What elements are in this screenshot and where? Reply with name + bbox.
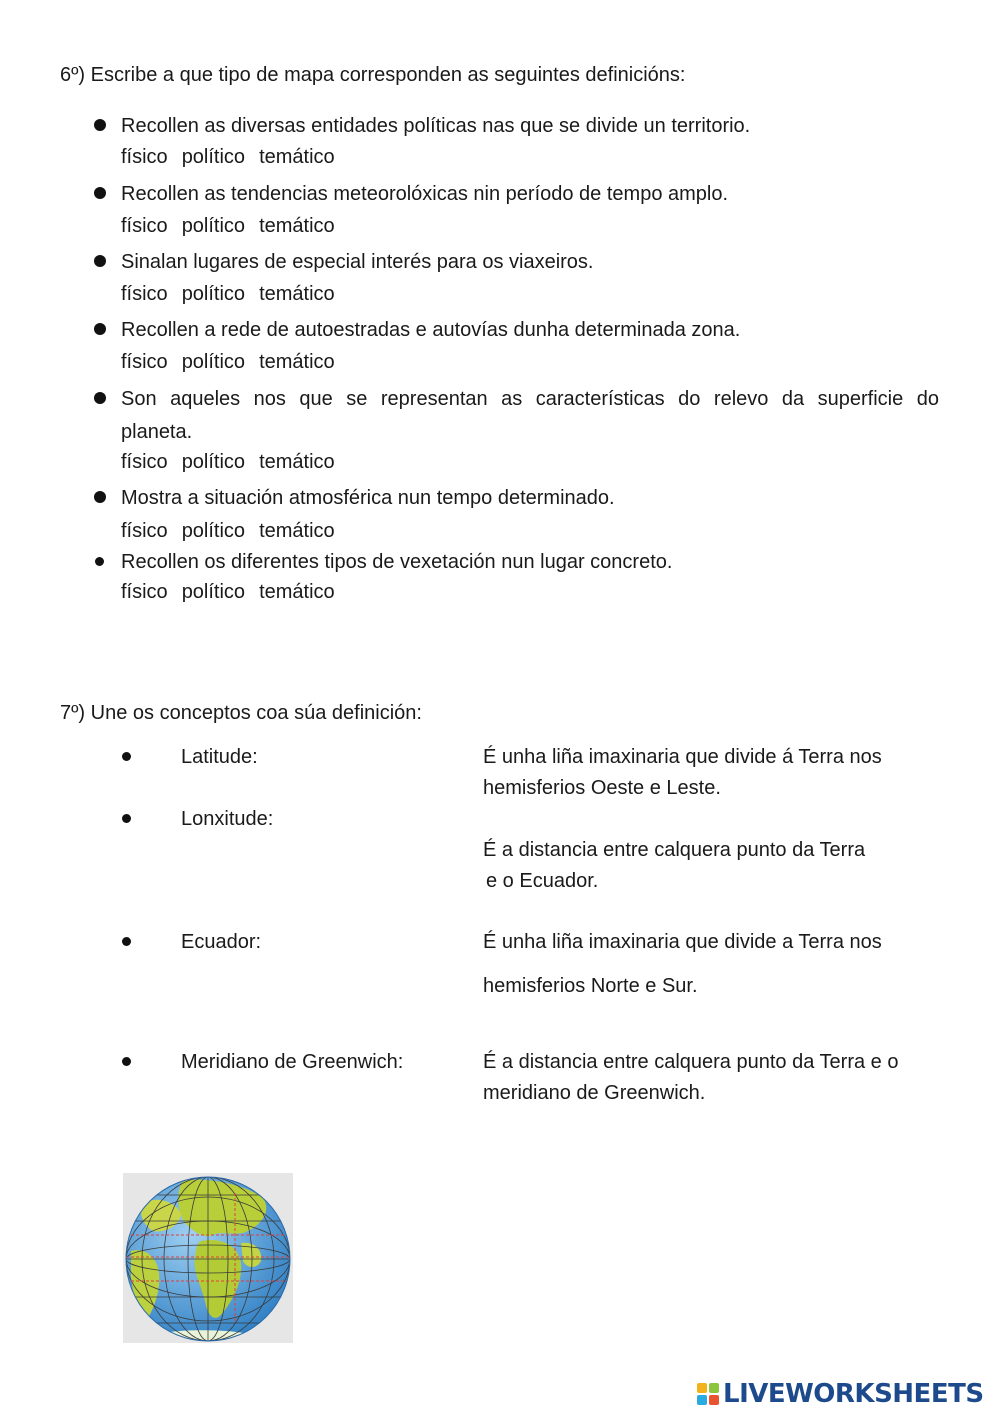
- bullet-icon: [94, 491, 106, 503]
- option-fisico[interactable]: físico: [121, 520, 168, 542]
- concept-meridiano-greenwich[interactable]: Meridiano de Greenwich:: [181, 1051, 404, 1073]
- concept-latitude[interactable]: Latitude:: [181, 746, 258, 768]
- bullet-icon: [122, 814, 131, 823]
- statement-2: Recollen as tendencias meteorolóxicas nin período de tempo amplo.: [121, 183, 729, 205]
- exercise-7-title: 7º) Une os conceptos coa súa definición:: [60, 702, 422, 724]
- definition-2-line-1[interactable]: É a distancia entre calquera punto da Terra: [483, 839, 866, 861]
- bullet-icon: [94, 255, 106, 267]
- options-row-3: [121, 281, 349, 307]
- liveworksheets-logo[interactable]: [697, 1378, 984, 1410]
- bullet-icon: [122, 752, 131, 761]
- bullet-icon: [122, 937, 131, 946]
- globe-image: [123, 1173, 293, 1343]
- concept-lonxitude[interactable]: Lonxitude:: [181, 808, 274, 830]
- option-fisico[interactable]: físico: [121, 351, 168, 373]
- statement-5-line-2: planeta.: [121, 421, 193, 443]
- statement-3: Sinalan lugares de especial interés para os viaxeiros.: [121, 251, 594, 273]
- bullet-icon: [94, 392, 106, 404]
- options-row-2: [121, 213, 349, 239]
- bullet-icon: [94, 119, 106, 131]
- option-tematico[interactable]: temático: [259, 520, 335, 542]
- option-politico[interactable]: político: [181, 451, 246, 473]
- bullet-icon: [95, 557, 104, 566]
- option-fisico[interactable]: físico: [121, 451, 168, 473]
- bullet-icon: [94, 323, 106, 335]
- statement-1: Recollen as diversas entidades políticas nas que se divide un territorio.: [121, 115, 751, 137]
- options-row-4: [121, 349, 349, 375]
- options-row-1: [121, 144, 349, 170]
- options-row-6: [121, 518, 349, 544]
- bullet-icon: [122, 1057, 131, 1066]
- options-row-5: [121, 449, 349, 475]
- brand-name: LIVEWORKSHEETS: [723, 1379, 984, 1409]
- statement-5-line-1: Son aqueles nos que se representan as características do relevo da superficie do: [121, 388, 939, 410]
- option-tematico[interactable]: temático: [259, 451, 335, 473]
- option-politico[interactable]: político: [181, 351, 246, 373]
- option-fisico[interactable]: físico: [121, 581, 168, 603]
- concept-ecuador[interactable]: Ecuador:: [181, 931, 262, 953]
- definition-4-line-2[interactable]: meridiano de Greenwich.: [483, 1082, 706, 1104]
- option-politico[interactable]: político: [181, 581, 246, 603]
- option-tematico[interactable]: temático: [259, 283, 335, 305]
- exercise-6-title: 6º) Escribe a que tipo de mapa corresponden as seguintes definicións:: [60, 64, 686, 86]
- liveworksheets-logo-icon: [697, 1383, 719, 1405]
- option-tematico[interactable]: temático: [259, 351, 335, 373]
- definition-2-line-2[interactable]: e o Ecuador.: [486, 870, 599, 892]
- statement-7: Recollen os diferentes tipos de vexetación nun lugar concreto.: [121, 551, 673, 573]
- definition-1-line-1[interactable]: É unha liña imaxinaria que divide á Terra nos: [483, 746, 882, 768]
- bullet-icon: [94, 187, 106, 199]
- option-politico[interactable]: político: [181, 283, 246, 305]
- options-row-7: [121, 579, 349, 605]
- globe-icon: [123, 1173, 293, 1343]
- statement-6: Mostra a situación atmosférica nun tempo determinado.: [121, 487, 615, 509]
- option-tematico[interactable]: temático: [259, 146, 335, 168]
- option-fisico[interactable]: físico: [121, 283, 168, 305]
- option-tematico[interactable]: temático: [259, 215, 335, 237]
- definition-3-line-2[interactable]: hemisferios Norte e Sur.: [483, 975, 698, 997]
- definition-4-line-1[interactable]: É a distancia entre calquera punto da Terra e o: [483, 1051, 899, 1073]
- statement-4: Recollen a rede de autoestradas e autovías dunha determinada zona.: [121, 319, 741, 341]
- option-tematico[interactable]: temático: [259, 581, 335, 603]
- option-fisico[interactable]: físico: [121, 146, 168, 168]
- definition-3-line-1[interactable]: É unha liña imaxinaria que divide a Terra nos: [483, 931, 882, 953]
- option-politico[interactable]: político: [181, 146, 246, 168]
- land-north: [178, 1180, 266, 1236]
- definition-1-line-2[interactable]: hemisferios Oeste e Leste.: [483, 777, 721, 799]
- option-fisico[interactable]: físico: [121, 215, 168, 237]
- option-politico[interactable]: político: [181, 215, 246, 237]
- option-politico[interactable]: político: [181, 520, 246, 542]
